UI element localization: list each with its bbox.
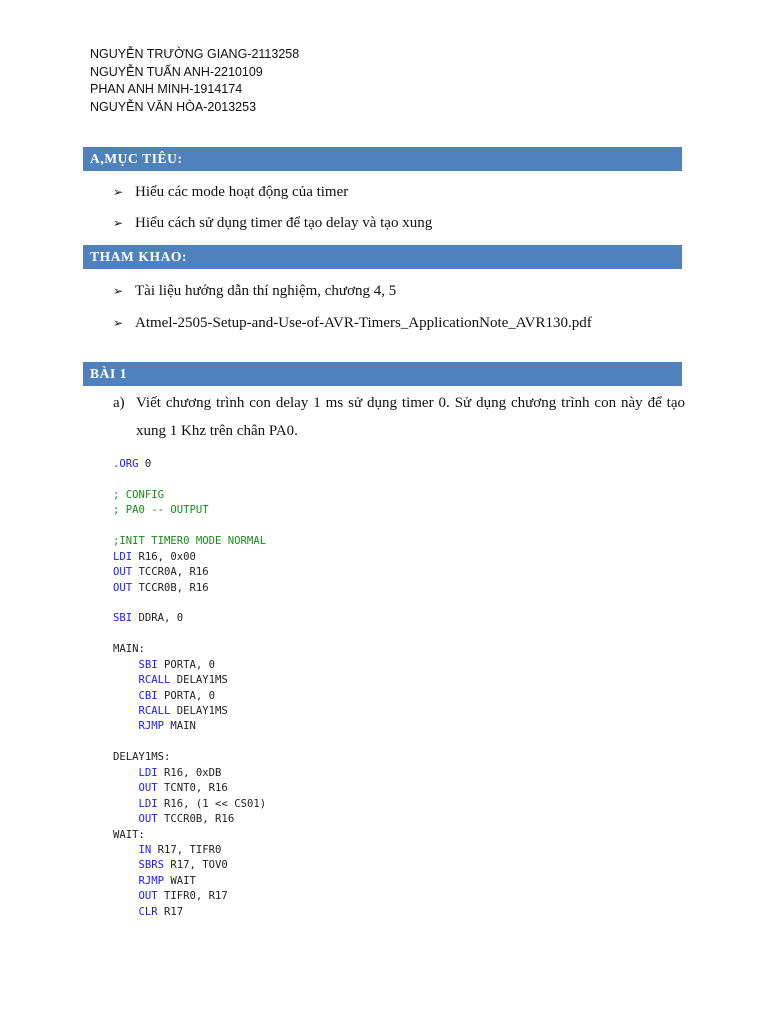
code-line [113, 627, 266, 642]
code-text: TCCR0B, R16 [157, 813, 235, 826]
author-name: PHAN ANH MINH-1914174 [90, 82, 243, 96]
code-keyword: RJMP [138, 720, 165, 733]
code-line [113, 766, 266, 781]
code-text: PORTA, 0 [157, 658, 216, 671]
code-text [113, 844, 139, 856]
code-comment: ;INIT TIMER0 MODE NORMAL [113, 535, 267, 548]
code-text: TCCR0B, R16 [132, 581, 209, 594]
code-text: DDRA, 0 [132, 612, 184, 625]
code-keyword: IN [138, 843, 152, 856]
code-line [113, 689, 266, 704]
code-keyword: SBI [113, 612, 133, 625]
code-text [113, 906, 139, 918]
code-line [113, 581, 266, 596]
code-text [113, 813, 139, 825]
code-text: R16, (1 << CS01) [157, 797, 267, 810]
code-line [113, 642, 266, 657]
code-text: DELAY1MS [170, 674, 228, 687]
code-text [113, 674, 139, 686]
reference-item [113, 281, 396, 301]
code-keyword: OUT [113, 566, 133, 579]
code-keyword: LDI [138, 766, 158, 779]
code-text: MAIN: [113, 643, 145, 656]
arrowhead-bullet-icon: ➢ [113, 316, 124, 330]
arrowhead-bullet-icon: ➢ [113, 284, 124, 298]
code-keyword: SBI [138, 658, 158, 671]
reference-item-text: Atmel-2505-Setup-and-Use-of-AVR-Timers_ApplicationNote_AVR130.pdf [135, 315, 592, 331]
code-text [113, 720, 139, 732]
code-text: DELAY1MS: [113, 751, 171, 764]
code-keyword: LDI [113, 550, 133, 563]
code-line [113, 858, 266, 873]
code-line [113, 843, 266, 858]
code-text: TIFR0, R17 [157, 890, 228, 903]
reference-item-text: Tài liệu hướng dẫn thí nghiệm, chương 4, 5 [135, 283, 397, 299]
code-line [113, 488, 266, 503]
code-line [113, 889, 266, 904]
reference-item [113, 313, 592, 333]
author-list [90, 46, 299, 116]
objective-item-text: Hiểu cách sử dụng timer để tạo delay và tạo xung [135, 215, 433, 231]
code-line [113, 812, 266, 827]
code-line [113, 611, 266, 626]
code-text: R17, TOV0 [164, 859, 228, 872]
objective-item [113, 213, 432, 233]
section-heading-reference: THAM KHAO: [83, 245, 682, 269]
code-line [113, 750, 266, 765]
code-line [113, 565, 266, 580]
code-text [113, 875, 139, 887]
code-line [113, 828, 266, 843]
code-line [113, 658, 266, 673]
author-name: NGUYỄN TRƯỜNG GIANG-2113258 [90, 47, 300, 61]
task-text: Viết chương trình con delay 1 ms sử dụng timer 0. Sử dụng chương trình con này để tạo xung 1 Khz trên chân PA0. [136, 395, 685, 439]
code-text: 0 [138, 458, 152, 470]
code-keyword: OUT [138, 890, 158, 903]
objective-item-text: Hiểu các mode hoạt động của timer [135, 184, 349, 200]
code-keyword: CBI [138, 689, 158, 702]
code-text: WAIT [164, 874, 196, 887]
code-line [113, 534, 266, 549]
code-keyword: RCALL [138, 674, 171, 687]
code-text [113, 659, 139, 671]
code-line [113, 719, 266, 734]
code-text [113, 798, 139, 810]
author-name: NGUYỄN TUẤN ANH-2210109 [90, 64, 263, 79]
code-text: R16, 0x00 [132, 550, 196, 563]
code-line [113, 704, 266, 719]
code-line [113, 673, 266, 688]
code-keyword: OUT [138, 782, 158, 795]
section-heading-exercise-1: BÀI 1 [83, 362, 682, 386]
code-keyword: SBRS [138, 859, 165, 872]
task-label: a) [113, 395, 125, 411]
code-line [113, 596, 266, 611]
code-keyword: OUT [138, 813, 158, 826]
code-text [113, 890, 139, 902]
code-line [113, 550, 266, 565]
code-text [113, 767, 139, 779]
section-heading-objective: A,MỤC TIÊU: [83, 147, 682, 171]
code-line [113, 503, 266, 518]
code-text: R16, 0xDB [157, 766, 222, 779]
code-text: TCNT0, R16 [157, 782, 228, 795]
code-line [113, 781, 266, 796]
arrowhead-bullet-icon: ➢ [113, 216, 124, 230]
code-keyword: OUT [113, 581, 133, 594]
code-text: WAIT: [113, 828, 145, 841]
code-line [113, 874, 266, 889]
code-line [113, 735, 266, 750]
code-text: PORTA, 0 [157, 689, 216, 702]
code-keyword: CLR [138, 905, 158, 918]
code-keyword: LDI [138, 797, 158, 810]
code-text [113, 859, 139, 871]
code-comment: ; PA0 -- OUTPUT [113, 504, 209, 517]
arrowhead-bullet-icon: ➢ [113, 185, 124, 199]
code-text [113, 690, 139, 702]
code-line [113, 905, 266, 920]
code-keyword: .ORG [113, 458, 139, 470]
code-line [113, 472, 266, 487]
code-text: MAIN [164, 720, 196, 733]
code-keyword: RJMP [138, 874, 165, 887]
code-line [113, 797, 266, 812]
code-text: DELAY1MS [170, 705, 228, 717]
author-name: NGUYỄN VĂN HÒA-2013253 [90, 99, 257, 114]
code-text: R17, TIFR0 [151, 843, 222, 856]
code-line [113, 519, 266, 534]
code-keyword: RCALL [138, 705, 171, 717]
code-text [113, 705, 139, 717]
code-text [113, 782, 139, 794]
exercise-task [113, 389, 685, 445]
code-block [113, 457, 266, 920]
code-comment: ; CONFIG [113, 488, 165, 501]
code-text: TCCR0A, R16 [132, 566, 209, 579]
code-line [113, 457, 266, 472]
objective-item [113, 182, 348, 202]
code-text: R17 [157, 905, 184, 918]
